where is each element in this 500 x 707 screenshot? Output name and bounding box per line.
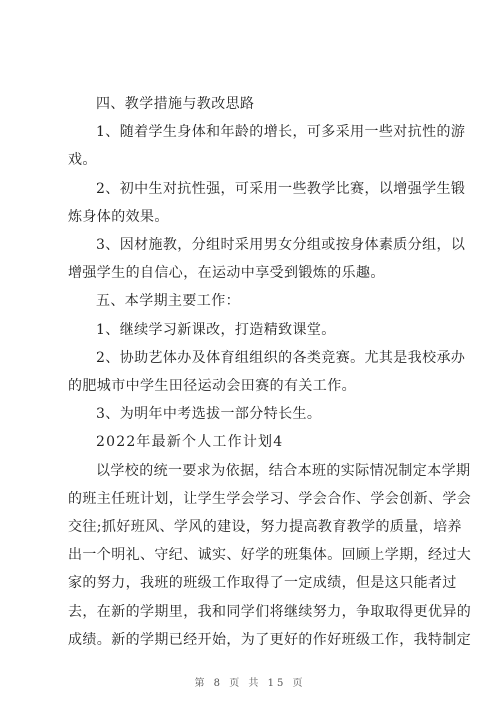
paragraph-line: 的肥城市中学生田径运动会田赛的有关工作。 bbox=[68, 378, 356, 395]
page-number-footer: 第 8 页 共 15 页 bbox=[194, 678, 306, 689]
paragraph-line: 家的努力，我班的班级工作取得了一定成绩，但是这只能者过 bbox=[68, 575, 457, 592]
section-heading-four: 四、教学措施与教改思路 bbox=[96, 96, 255, 112]
paragraph-line: 增强学生的自信心，在运动中享受到锻炼的乐趣。 bbox=[68, 265, 385, 282]
paragraph-line: 戏。 bbox=[68, 152, 97, 169]
paragraph-line: 以学校的统一要求为依据，结合本班的实际情况制定本学期 bbox=[96, 462, 471, 479]
paragraph-line: 2、协助艺体办及体育组组织的各类竞赛。尤其是我校承办 bbox=[96, 349, 466, 366]
paragraph-line: 炼身体的效果。 bbox=[68, 208, 169, 225]
paragraph-line: 1、随着学生身体和年龄的增长，可多采用一些对抗性的游 bbox=[96, 124, 466, 141]
plan-title: 2022年最新个人工作计划4 bbox=[96, 434, 284, 451]
paragraph-line: 3、因材施教，分组时采用男女分组或按身体素质分组，以 bbox=[96, 237, 466, 254]
paragraph-line: 成绩。新的学期已经开始，为了更好的作好班级工作，我特制定 bbox=[68, 631, 472, 648]
paragraph-line: 2、初中生对抗性强，可采用一些教学比赛，以增强学生锻 bbox=[96, 180, 466, 197]
document-body bbox=[68, 90, 472, 654]
paragraph-line: 去，在新的学期里，我和同学们将继续努力，争取取得更优异的 bbox=[68, 603, 472, 620]
paragraph-line: 3、为明年中考选拔一部分特长生。 bbox=[96, 406, 322, 423]
section-heading-five: 五、本学期主要工作： bbox=[96, 293, 240, 310]
paragraph-line: 1、继续学习新课改，打造精致课堂。 bbox=[96, 321, 336, 338]
paragraph-line: 出一个明礼、守纪、诚实、好学的班集体。回顾上学期，经过大 bbox=[68, 547, 472, 564]
paragraph-line: 的班主任班计划，让学生学会学习、学会合作、学会创新、学会 bbox=[68, 490, 472, 507]
paragraph-line: 交往;抓好班风、学风的建设，努力提高教育教学的质量，培养 bbox=[68, 519, 462, 536]
